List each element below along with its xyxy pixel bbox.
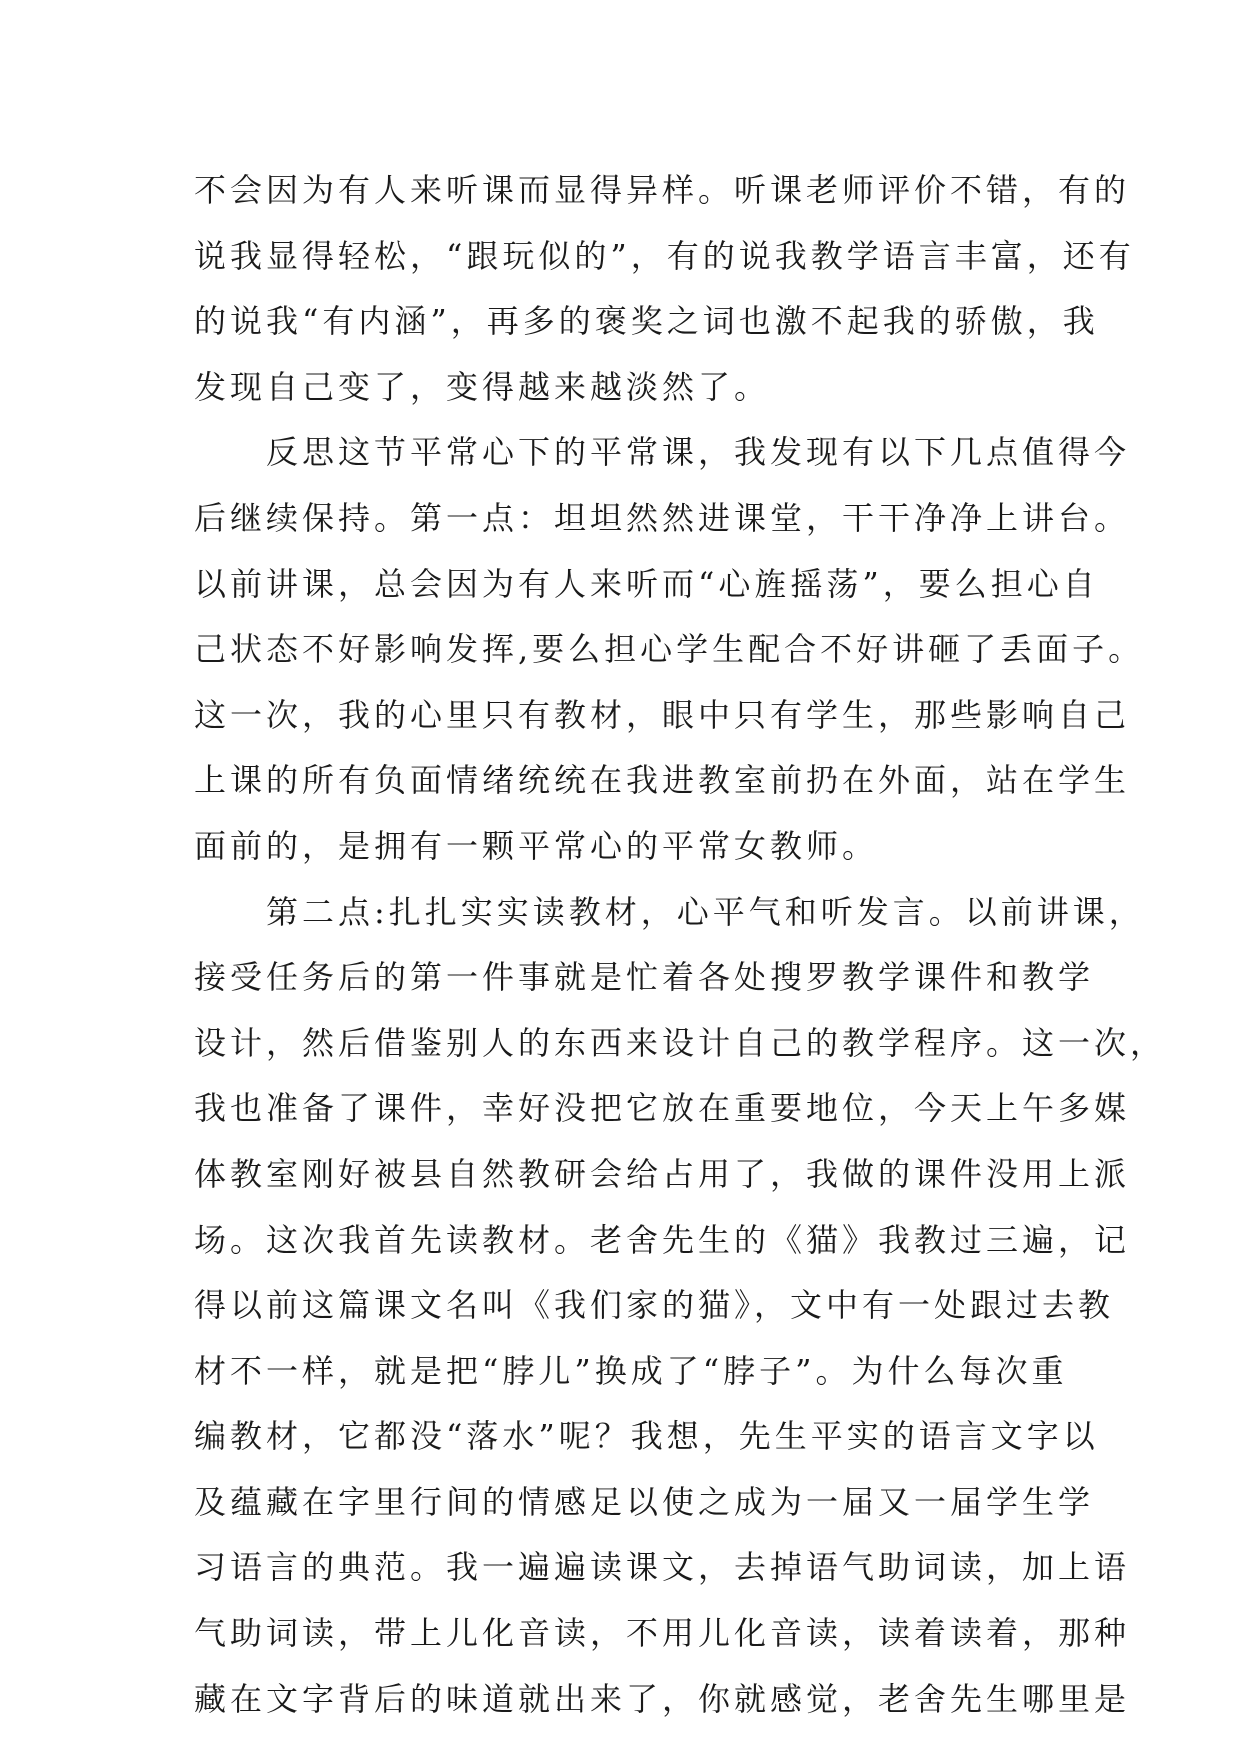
text-line: 体教室刚好被县自然教研会给占用了，我做的课件没用上派 bbox=[194, 1154, 1131, 1193]
text-line: 这一次，我的心里只有教材，眼中只有学生，那些影响自己 bbox=[194, 695, 1131, 734]
text-line: 发现自己变了，变得越来越淡然了。 bbox=[194, 367, 771, 406]
text-line: 设计，然后借鉴别人的东西来设计自己的教学程序。这一次， bbox=[194, 1023, 1167, 1062]
text-line: 气助词读，带上儿化音读，不用儿化音读，读着读着，那种 bbox=[194, 1614, 1131, 1653]
text-line: 说我显得轻松，“跟玩似的”，有的说我教学语言丰富，还有 bbox=[194, 236, 1135, 275]
text-line: 后继续保持。第一点：坦坦然然进课堂，干干净净上讲台。 bbox=[194, 498, 1131, 537]
text-line: 得以前这篇课文名叫《我们家的猫》，文中有一处跟过去教 bbox=[194, 1286, 1115, 1325]
text-line: 藏在文字背后的味道就出来了，你就感觉，老舍先生哪里是 bbox=[194, 1679, 1131, 1718]
text-line: 编教材，它都没“落水”呢？我想，先生平实的语言文字以 bbox=[194, 1417, 1099, 1456]
text-line: 以前讲课，总会因为有人来听而“心旌摇荡”，要么担心自 bbox=[194, 564, 1099, 603]
text-line: 场。这次我首先读教材。老舍先生的《猫》我教过三遍，记 bbox=[194, 1220, 1131, 1259]
body-text bbox=[194, 158, 1167, 1732]
text-line: 习语言的典范。我一遍遍读课文，去掉语气助词读，加上语 bbox=[194, 1548, 1131, 1587]
text-line: 己状态不好影响发挥,要么担心学生配合不好讲砸了丢面子。 bbox=[194, 630, 1145, 669]
text-line: 面前的，是拥有一颗平常心的平常女教师。 bbox=[194, 826, 879, 865]
text-line: 及蕴藏在字里行间的情感足以使之成为一届又一届学生学 bbox=[194, 1482, 1095, 1521]
text-line: 第二点:扎扎实实读教材，心平气和听发言。以前讲课， bbox=[194, 892, 1145, 931]
text-line: 接受任务后的第一件事就是忙着各处搜罗教学课件和教学 bbox=[194, 958, 1095, 997]
text-line: 的说我“有内涵”，再多的褒奖之词也激不起我的骄傲，我 bbox=[194, 302, 1099, 341]
text-line: 我也准备了课件，幸好没把它放在重要地位，今天上午多媒 bbox=[194, 1089, 1131, 1128]
text-line: 不会因为有人来听课而显得异样。听课老师评价不错，有的 bbox=[194, 171, 1131, 209]
text-line: 反思这节平常心下的平常课，我发现有以下几点值得今 bbox=[194, 433, 1131, 472]
text-line: 上课的所有负面情绪统统在我进教室前扔在外面，站在学生 bbox=[194, 761, 1131, 800]
text-line: 材不一样，就是把“脖儿”换成了“脖子”。为什么每次重 bbox=[194, 1351, 1068, 1390]
